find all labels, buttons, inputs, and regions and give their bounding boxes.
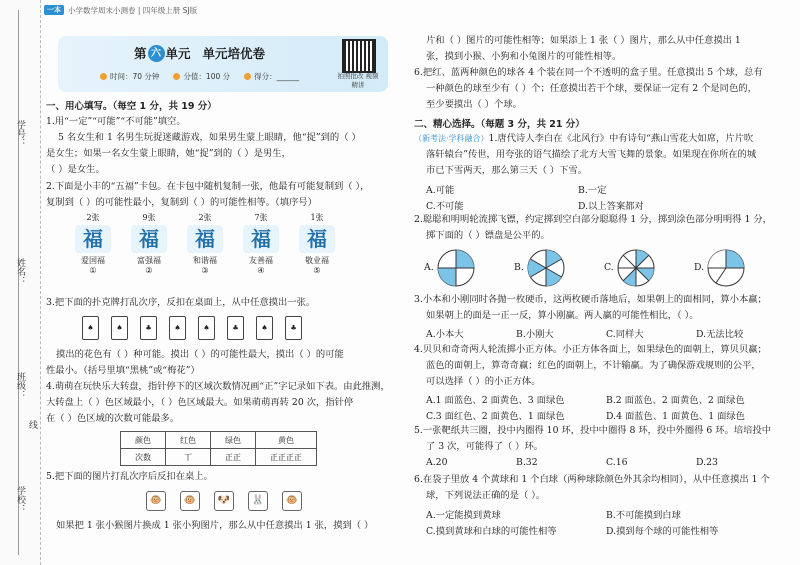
fu-num: ③ <box>201 266 209 275</box>
fu-card-3 <box>184 212 226 275</box>
total-info <box>173 71 230 82</box>
unit-title <box>134 44 265 62</box>
dartboard-a-icon <box>436 248 476 288</box>
q1-line-1: 5 名女生和 1 名男生玩捉迷藏游戏，如果男生蒙上眼睛，他“捉”到的（ ） <box>58 132 361 143</box>
time-text: 时间：70 分钟 <box>110 72 160 81</box>
q2-option-b[interactable]: B. <box>514 262 524 273</box>
q6-option-c[interactable]: C.摸到黄球和白球的可能性相等 <box>426 526 557 537</box>
choice-q4-line-1: 4.贝贝和奇奇两人轮流掷小正方体。小正方体各面上，如果绿色的面朝上，算贝贝赢； <box>414 344 767 355</box>
fu-char: 福 <box>299 225 335 253</box>
fu-card-1 <box>72 212 114 275</box>
q4-stem: 4.萌萌在玩快乐大转盘，指针停下的区域次数情况画“正”字记录如下表。由此推测， <box>46 381 390 392</box>
fu-num: ① <box>89 266 97 275</box>
q5-cont-1: 片和（ ）图片的可能性相等；如果添上 1 张（ ）图片，那么从中任意摸出 1 <box>426 35 741 46</box>
q3-option-a[interactable]: A.小本大 <box>426 329 464 340</box>
choice-q4-line-3: 可以选择（ ）的小正方体。 <box>426 376 541 387</box>
q1-stem: 1.用“一定”“可能”“不可能”填空。 <box>46 116 186 127</box>
q1-option-b[interactable]: B.一定 <box>578 185 607 196</box>
q3-option-b[interactable]: B.小刚大 <box>516 329 554 340</box>
q4-option-d[interactable]: D.4 面蓝色、1 面黄色、1 面绿色 <box>606 411 745 422</box>
class-label: 班级： <box>15 372 25 399</box>
q5-option-b[interactable]: B.32 <box>516 457 538 468</box>
q1-option-d[interactable]: D.以上答案都对 <box>578 201 644 212</box>
q5-option-a[interactable]: A.20 <box>426 457 448 468</box>
rabbit-icon: 🐰 <box>248 491 268 511</box>
q1-option-a[interactable]: A.可能 <box>426 185 455 196</box>
fu-num: ④ <box>257 266 265 275</box>
choice-q2-line-2: 掷下面的（ ）镖盘是公平的。 <box>426 230 550 241</box>
fu-name: 富强福 <box>137 256 161 265</box>
total-text: 分值：100 分 <box>183 72 231 81</box>
q3-line-3: 性最小。（括号里填“黑桃”或“梅花”） <box>46 365 200 376</box>
name-label: 姓名： <box>15 258 25 285</box>
fu-num: ② <box>145 266 153 275</box>
table-cell: 颜色 <box>121 432 166 449</box>
animal-picture-row <box>146 491 316 511</box>
fu-count: 2张 <box>86 213 100 222</box>
table-cell: 红色 <box>166 432 211 449</box>
q2-option-d[interactable]: D. <box>694 262 705 273</box>
book-badge: 一本 <box>44 5 64 15</box>
q6-option-d[interactable]: D.摸到每个球的可能性相等 <box>606 526 719 537</box>
title-banner <box>58 36 388 92</box>
choice-q1-stem: 1.唐代诗人李白在《北风行》中有诗句“燕山雪花大如席，片片吹 <box>488 133 754 144</box>
q3-stem: 3.把下面的扑克牌打乱次序，反扣在桌面上，从中任意摸出一张。 <box>46 297 316 308</box>
choice-q1-line-2: 落轩辕台”传世，用夸张的语气描绘了北方大雪飞舞的景象。如果现在你所在的城 <box>426 149 757 160</box>
q1-line-3: （ ）是女生。 <box>46 164 105 175</box>
pen-icon <box>244 73 251 80</box>
qr-code-icon[interactable] <box>342 39 376 73</box>
unit-number: 六 <box>148 45 165 62</box>
q5-cont-2: 张，摸到小猴、小狗和小兔图片的可能性相等。 <box>426 51 622 62</box>
choice-q3-line-2: 如果朝上的面是一正一反，算小刚赢。两人赢的可能性相比，（ ）。 <box>426 310 699 321</box>
q4-option-a[interactable]: A.1 面蓝色、2 面黄色、3 面绿色 <box>426 395 565 406</box>
fu-count: 7张 <box>254 213 268 222</box>
fu-char: 福 <box>243 225 279 253</box>
table-cell: 丅 <box>166 449 211 466</box>
q2-option-c[interactable]: C. <box>604 262 614 273</box>
card-spade-icon: ♠ <box>111 316 128 340</box>
q6-line-2: 一种颜色的球至少有（ ）个；任意摸出若干个球，要保证一定有 2 个是同色的， <box>426 83 757 94</box>
fu-count: 9张 <box>142 213 156 222</box>
card-spade-icon: ♠ <box>198 316 215 340</box>
q6-line-3: 至少要摸出（ ）个球。 <box>426 99 522 110</box>
q3-line-2: 摸出的花色有（ ）种可能。摸出（ ）的可能性最大，摸出（ ）的可能 <box>56 349 344 360</box>
q2-option-a[interactable]: A. <box>424 262 434 273</box>
table-row <box>121 449 317 466</box>
fu-name: 爱国福 <box>81 256 105 265</box>
choice-q1-line-1 <box>414 132 753 146</box>
q4-option-c[interactable]: C.3 面红色、2 面黄色、1 面绿色 <box>426 411 565 422</box>
dartboard-d-icon <box>706 248 746 288</box>
tally-table <box>120 431 317 466</box>
choice-q4-line-2: 蓝色的面朝上，算奇奇赢；红色的面朝上，不计输赢。为了确保游戏规则的公平， <box>426 360 761 371</box>
table-cell: 绿色 <box>211 432 256 449</box>
q4-line-2: 大转盘上（ ）色区域最小，（ ）色区域最大。如果萌萌再转 20 次，指针停 <box>46 397 354 408</box>
fu-count: 1张 <box>310 213 324 222</box>
fu-card-5 <box>296 212 338 275</box>
fu-char: 福 <box>75 225 111 253</box>
card-club-icon: ♣ <box>285 316 302 340</box>
q4-line-3: 在（ ）色区域的次数可能最多。 <box>46 413 180 424</box>
dartboard-c-icon <box>616 248 656 288</box>
card-spade-icon: ♠ <box>82 316 99 340</box>
time-info <box>100 71 159 82</box>
cut-mark: 线 <box>27 420 37 429</box>
q6-stem: 6.把红、蓝两种颜色的球各 4 个装在同一个不透明的盒子里。任意摸出 5 个球，总有 <box>414 67 763 78</box>
unit-suffix: 单元 <box>165 46 191 61</box>
dartboard-b-icon <box>526 248 566 288</box>
fu-card-4 <box>240 212 282 275</box>
fu-name: 敬业福 <box>305 256 329 265</box>
section-2-heading: 二、精心选择。（每题 3 分，共 21 分） <box>414 119 585 130</box>
q1-line-2: 是女生；如果一名女生蒙上眼睛，她“捉”到的（ ）是男生， <box>46 148 291 159</box>
exam-meta <box>100 71 313 82</box>
table-cell: 正正 <box>211 449 256 466</box>
school-label: 学校： <box>15 486 25 513</box>
choice-q2-line-1: 2.聪聪和明明轮流掷飞镖，约定掷到空白部分聪聪得 1 分，掷到涂色部分明明得 1 分， <box>414 214 772 225</box>
q5-line-2: 如果把 1 张小猴图片换成 1 张小狗图片，那么从中任意摸出 1 张，摸到（ ） <box>56 520 374 531</box>
choice-q5-line-1: 5.一张靶纸共三圈，投中内圈得 10 环，投中中圈得 8 环，投中外圈得 6 环。培培投中 <box>414 425 772 436</box>
poker-card-row <box>82 316 314 340</box>
fu-card-2 <box>128 212 170 275</box>
choice-q6-line-1: 6.在袋子里放 4 个黄球和 1 个白球（两种球除颜色外其余均相同），从中任意摸出 1 个 <box>414 474 770 485</box>
qr-caption: 拍照批改 视频精讲 <box>337 72 379 89</box>
table-cell: 次数 <box>121 449 166 466</box>
q2-line-2: 复制到（ ）的可能性最小，复制到（ ）的可能性相等。（填序号） <box>46 197 317 208</box>
monkey-icon: 🐵 <box>180 491 200 511</box>
q5-option-c[interactable]: C.16 <box>606 457 628 468</box>
fu-count: 2张 <box>198 213 212 222</box>
new-exam-tag: （新考法·学科融合） <box>414 134 489 143</box>
choice-q3-line-1: 3.小本和小刚同时各抛一枚硬币，这两枚硬币落地后，如果朝上的面相同，算小本赢； <box>414 294 767 305</box>
student-number-label: 学号： <box>15 120 25 147</box>
clock-icon <box>100 73 107 80</box>
dog-icon: 🐶 <box>214 491 234 511</box>
card-spade-icon: ♠ <box>169 316 186 340</box>
q3-option-d[interactable]: D.无法比较 <box>696 329 744 340</box>
book-title: 小学数学周末小测卷 | 四年级上册 SJ版 <box>68 5 198 15</box>
monkey-icon: 🐵 <box>146 491 166 511</box>
fu-num: ⑤ <box>313 266 321 275</box>
binding-gutter <box>0 0 41 565</box>
card-club-icon: ♣ <box>227 316 244 340</box>
choice-q5-line-2: 了 3 次，可能得了（ ）环。 <box>426 441 544 452</box>
choice-q1-line-3: 市已下雪两天，那么第三天（ ）下雪。 <box>426 165 588 176</box>
q6-option-a[interactable]: A.一定能摸到黄球 <box>426 510 501 521</box>
choice-q6-line-2: 球，下列说法正确的是（ ）。 <box>426 490 546 501</box>
table-cell: 黄色 <box>256 432 317 449</box>
q1-option-c[interactable]: C.不可能 <box>426 201 464 212</box>
table-cell: 正正正正 <box>256 449 317 466</box>
star-icon <box>173 73 180 80</box>
fu-char: 福 <box>131 225 167 253</box>
unit-prefix: 第 <box>134 46 147 61</box>
q4-option-b[interactable]: B.2 面蓝色、2 面黄色、2 面绿色 <box>606 395 745 406</box>
q2-stem: 2.下面是小丰的“五福”卡包。在卡包中随机复制一张，他最有可能复制到（ ）， <box>46 181 370 192</box>
score-text: 得分：______ <box>254 72 300 81</box>
fu-card-row <box>72 212 352 282</box>
score-info <box>244 71 299 82</box>
dartboard-options <box>424 248 774 288</box>
book-header <box>44 4 197 16</box>
exam-title: 单元培优卷 <box>202 46 266 61</box>
fu-name: 和谐福 <box>193 256 217 265</box>
fu-name: 友善福 <box>249 256 273 265</box>
section-1-heading: 一、用心填写。（每空 1 分，共 19 分） <box>46 101 217 112</box>
card-spade-icon: ♠ <box>256 316 273 340</box>
fu-char: 福 <box>187 225 223 253</box>
monkey-icon: 🐵 <box>282 491 302 511</box>
q3-option-c[interactable]: C.同样大 <box>606 329 644 340</box>
q6-option-b[interactable]: B.不可能摸到白球 <box>606 510 681 521</box>
q5-stem: 5.把下面的图片打乱次序后反扣在桌上。 <box>46 471 213 482</box>
q5-option-d[interactable]: D.23 <box>696 457 718 468</box>
table-row <box>121 432 317 449</box>
card-club-icon: ♣ <box>140 316 157 340</box>
